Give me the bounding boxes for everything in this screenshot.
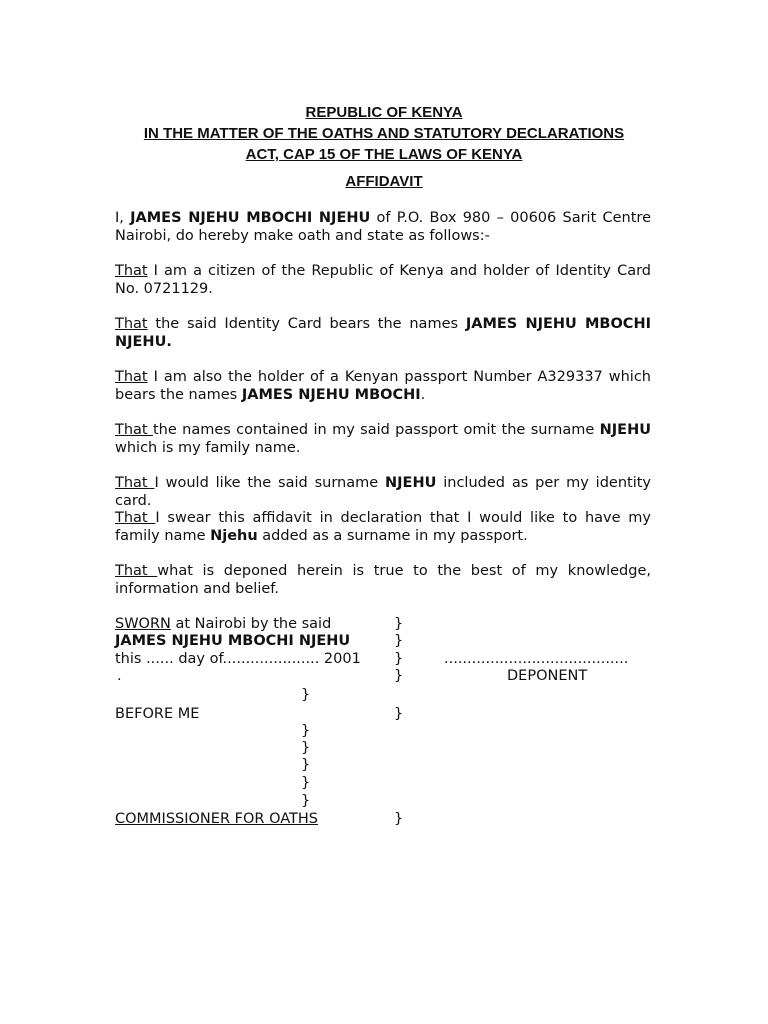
- intro-paragraph: [115, 209, 651, 245]
- brace: }: [301, 775, 311, 791]
- paragraph-text: the names contained in my said passport omit the surname: [152, 422, 600, 438]
- brace: }: [301, 687, 311, 703]
- paragraph-2: [115, 315, 651, 351]
- document-header: [0, 102, 768, 165]
- sworn-line: [115, 615, 331, 633]
- paragraph-4: [115, 421, 651, 457]
- brace: }: [394, 811, 404, 827]
- intro-prefix: I,: [115, 210, 131, 226]
- deponent-name: JAMES NJEHU MBOCHI NJEHU: [130, 210, 371, 226]
- paragraph-text: I am a citizen of the Republic of Kenya and holder of Identity Card No. 0721129.: [115, 263, 651, 297]
- paragraph-end: .: [420, 387, 426, 403]
- paragraph-7: [115, 562, 651, 598]
- brace: }: [301, 793, 311, 809]
- paragraph-bold: NJEHU: [599, 422, 651, 438]
- commissioner-for-oaths: COMMISSIONER FOR OATHS: [115, 811, 318, 827]
- paragraph-text: the said Identity Card bears the names: [147, 316, 466, 332]
- dot-line: .: [117, 668, 122, 684]
- sworn-rest: at Nairobi by the said: [170, 616, 332, 632]
- that-word: That: [115, 369, 148, 385]
- jurat-name: JAMES NJEHU MBOCHI NJEHU: [115, 633, 351, 649]
- that-word: That: [115, 316, 148, 332]
- deponent-label: DEPONENT: [507, 668, 588, 684]
- paragraph-bold: NJEHU: [385, 475, 437, 491]
- paragraph-3: [115, 368, 651, 404]
- header-line-2: IN THE MATTER OF THE OATHS AND STATUTORY DECLARATIONS: [143, 125, 625, 142]
- brace: }: [301, 740, 311, 756]
- paragraph-text: I would like the said surname: [154, 475, 386, 491]
- header-line-3: ACT, CAP 15 OF THE LAWS OF KENYA: [245, 146, 523, 163]
- paragraph-bold: JAMES NJEHU MBOCHI: [241, 387, 421, 403]
- that-word: That: [115, 263, 148, 279]
- brace: }: [394, 651, 404, 667]
- paragraph-end: which is my family name.: [115, 440, 301, 456]
- that-word: That: [115, 563, 158, 579]
- brace: }: [394, 633, 404, 649]
- signature-line: ........................................: [444, 651, 629, 667]
- paragraph-bold: JAMES NJEHU MBOCHI NJEHU.: [115, 316, 651, 350]
- paragraph-6: [115, 509, 651, 545]
- sworn-word: SWORN: [115, 616, 171, 632]
- intro-rest: of P.O. Box 980 – 00606 Sarit Centre Nairobi, do hereby make oath and state as follows:-: [115, 210, 651, 244]
- that-word: That: [115, 510, 156, 526]
- that-word: That: [115, 422, 153, 438]
- paragraph-bold: Njehu: [210, 528, 258, 544]
- date-line: this ...... day of..................... 2001: [115, 651, 361, 667]
- paragraph-5: [115, 474, 651, 510]
- brace: }: [301, 723, 311, 739]
- paragraph-end: added as a surname in my passport.: [257, 528, 528, 544]
- header-line-1: REPUBLIC OF KENYA: [305, 104, 463, 121]
- brace: }: [394, 616, 404, 632]
- brace: }: [301, 757, 311, 773]
- paragraph-1: [115, 262, 651, 298]
- paragraph-text: I swear this affidavit in declaration that I would like to have my family name: [115, 510, 651, 544]
- document-title: AFFIDAVIT: [345, 173, 423, 190]
- paragraph-end: included as per my identity card.: [115, 475, 651, 509]
- brace: }: [394, 706, 404, 722]
- paragraph-text: I am also the holder of a Kenyan passport Number A329337 which bears the names: [115, 369, 651, 403]
- paragraph-text: what is deponed herein is true to the best of my knowledge, information and belief.: [115, 563, 651, 597]
- that-word: That: [115, 475, 155, 491]
- brace: }: [394, 668, 404, 684]
- before-me: BEFORE ME: [115, 706, 200, 722]
